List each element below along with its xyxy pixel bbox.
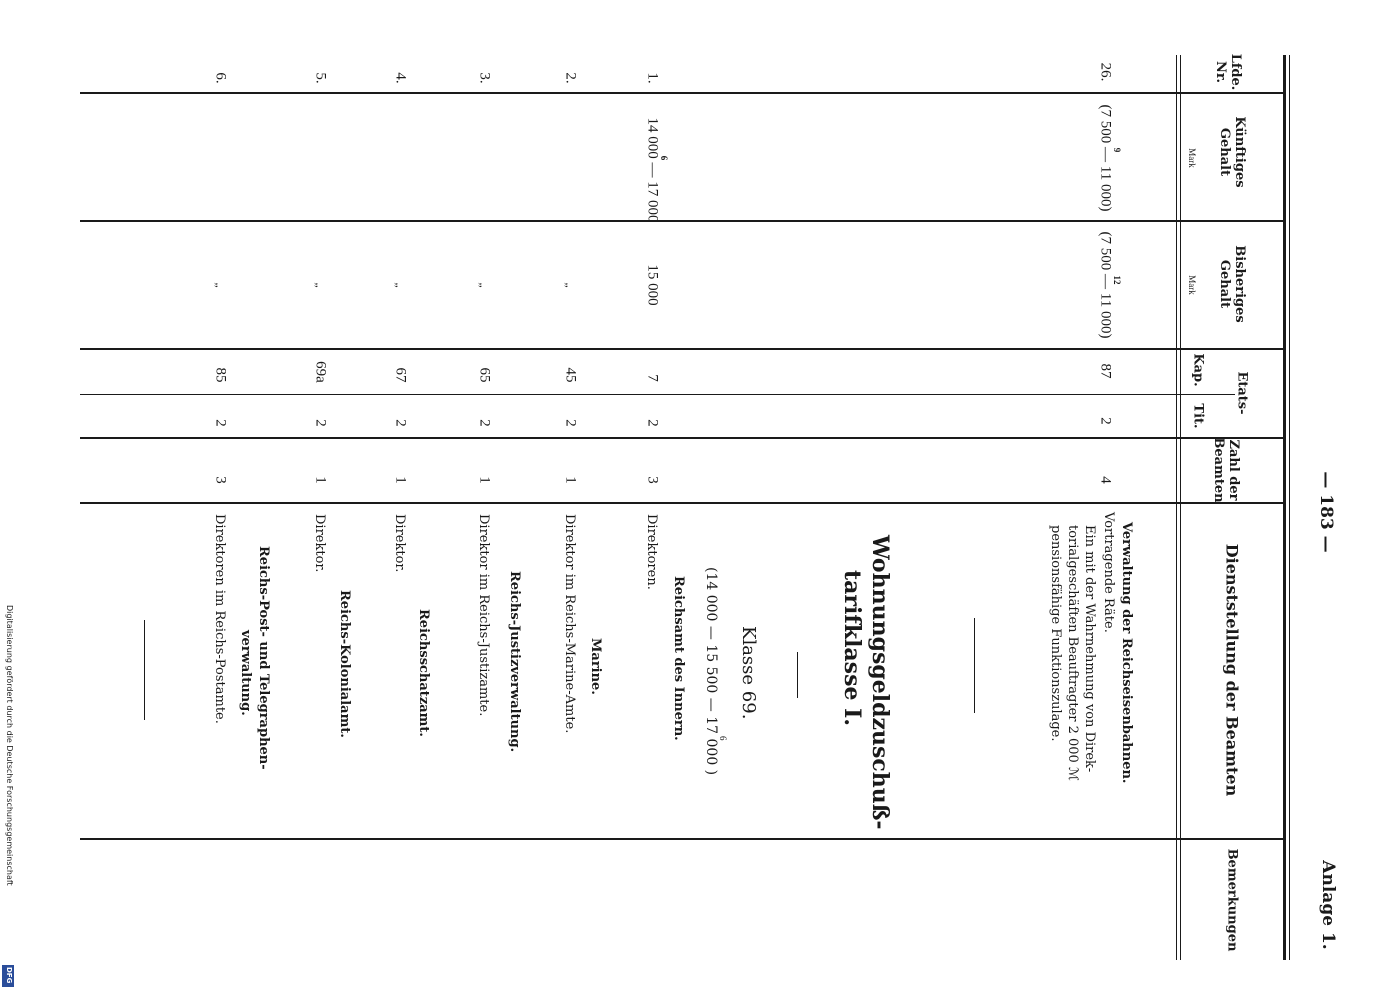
row-4-zahl: 1 bbox=[392, 476, 409, 484]
footer-credit: Digitalisierung gefördert durch die Deutsche Forschungsgemeinschaft bbox=[5, 605, 14, 886]
row-4-bisher: „ bbox=[393, 282, 408, 288]
header-kuenftiges-unit: Mark bbox=[1187, 148, 1197, 168]
row-6-nr: 6. bbox=[212, 72, 229, 84]
row-26-note-3: pensionsfähige Funktionszulage. bbox=[1048, 525, 1063, 742]
col-sep-3 bbox=[80, 348, 1283, 350]
row-6-zahl: 3 bbox=[212, 476, 229, 484]
row-26-heading: Verwaltung der Reichseisenbahnen. bbox=[1119, 522, 1134, 784]
row-1-tit: 2 bbox=[644, 419, 661, 427]
dfg-logo-text: DFG bbox=[5, 967, 13, 984]
row-3-bisher: „ bbox=[477, 282, 492, 288]
closing-rule bbox=[144, 620, 145, 720]
row-3-nr: 3. bbox=[476, 72, 493, 84]
section-range-sup: 6 bbox=[718, 736, 728, 741]
row-5-heading: Reichs-Kolonialamt. bbox=[337, 590, 352, 738]
section-rule bbox=[797, 652, 798, 698]
row-1-nr: 1. bbox=[644, 72, 661, 84]
row-2-kap: 45 bbox=[562, 367, 579, 383]
row-4-kap: 67 bbox=[392, 367, 409, 383]
row-1-heading: Reichsamt des Innern. bbox=[671, 576, 686, 741]
header-kap: Kap. bbox=[1190, 353, 1206, 387]
col-sep-1 bbox=[80, 92, 1283, 94]
header-bottom-rule bbox=[1180, 55, 1181, 960]
row-6-kap: 85 bbox=[212, 367, 229, 383]
row-6-heading-2: verwaltung. bbox=[238, 630, 253, 716]
row-26-bisher-sup: 12 bbox=[1112, 275, 1122, 285]
row-26-text: Vortragende Räte. bbox=[1101, 512, 1116, 633]
row-3-text: Direktor im Reichs-Justizamte. bbox=[476, 514, 491, 717]
row-1-kuenftig-sup: 6 bbox=[659, 155, 669, 161]
row-26-bisher: (7 500 — 11 000) bbox=[1097, 231, 1114, 339]
row-26-note-1: Ein mit der Wahrnehmung von Direk- bbox=[1082, 525, 1097, 773]
annex-label: Anlage 1. bbox=[1318, 860, 1338, 950]
row-4-tit: 2 bbox=[392, 419, 409, 427]
row-5-kap: 69a bbox=[312, 361, 329, 383]
col-sep-2 bbox=[80, 220, 1283, 222]
row-1-bisher: 15 000 bbox=[644, 264, 661, 306]
header-tit: Tit. bbox=[1190, 403, 1206, 429]
col-sep-6 bbox=[80, 838, 1283, 840]
section-klasse: Klasse 69. bbox=[738, 626, 759, 720]
header-etats: Etats- bbox=[1234, 371, 1250, 415]
row-26-kap: 87 bbox=[1097, 363, 1114, 379]
row-1-zahl: 3 bbox=[644, 476, 661, 484]
header-kuenftiges-gehalt: Künftiges Gehalt bbox=[1217, 116, 1247, 188]
row-26-kuenftig-sup: 9 bbox=[1112, 147, 1122, 153]
table-top-border bbox=[1283, 55, 1286, 960]
row-2-bisher: „ bbox=[563, 282, 578, 288]
dfg-logo bbox=[2, 965, 14, 987]
row-3-kap: 65 bbox=[476, 367, 493, 383]
row-2-nr: 2. bbox=[562, 72, 579, 84]
row-5-tit: 2 bbox=[312, 419, 329, 427]
col-sep-5 bbox=[80, 502, 1283, 504]
row-3-tit: 2 bbox=[476, 419, 493, 427]
row-2-text: Direktor im Reichs-Marine-Amte. bbox=[562, 514, 577, 734]
section-title-line-1: Wohnungsgeldzuschuß- bbox=[867, 535, 893, 830]
header-dienststellung: Dienststellung der Beamten bbox=[1222, 543, 1242, 797]
page-number: — 183 — bbox=[1316, 471, 1336, 553]
row-26-zahl: 4 bbox=[1097, 476, 1114, 484]
row-5-bisher: „ bbox=[313, 282, 328, 288]
section-range: (14 000 — 15 500 — 17 000 ) bbox=[703, 567, 719, 776]
row-6-heading: Reichs-Post- und Telegraphen- bbox=[256, 546, 271, 770]
col-sep-etats-inner bbox=[80, 394, 1235, 395]
header-bisheriges-gehalt: Bisheriges Gehalt bbox=[1217, 245, 1247, 323]
row-1-kuenftig: 14 000 — 17 000 bbox=[644, 117, 661, 223]
header-bottom-rule-2 bbox=[1176, 55, 1177, 960]
row-4-text: Direktor. bbox=[392, 514, 407, 573]
section-title-line-2: tarifklasse I. bbox=[839, 570, 865, 727]
header-lfd-nr: Lfde. Nr. bbox=[1213, 53, 1243, 91]
header-bemerkungen: Bemerkungen bbox=[1224, 848, 1240, 952]
row-6-tit: 2 bbox=[212, 419, 229, 427]
row-2-zahl: 1 bbox=[562, 476, 579, 484]
row-2-tit: 2 bbox=[562, 419, 579, 427]
row-2-heading: Marine. bbox=[588, 638, 603, 695]
row-1-kap: 7 bbox=[644, 374, 661, 382]
row-1-text: Direktoren. bbox=[644, 514, 659, 590]
row-5-zahl: 1 bbox=[312, 476, 329, 484]
row-26-nr: 26. bbox=[1097, 62, 1114, 82]
row-6-bisher: „ bbox=[213, 282, 228, 288]
row-5-text: Direktor. bbox=[312, 514, 327, 573]
rule-after-row-26 bbox=[974, 618, 975, 713]
row-26-tit: 2 bbox=[1097, 417, 1114, 425]
row-26-note-2: torialgeschäften Beauftragter 2 000 ℳ bbox=[1065, 525, 1080, 781]
row-5-nr: 5. bbox=[312, 72, 329, 84]
table-top-border-thin bbox=[1289, 55, 1290, 960]
row-4-nr: 4. bbox=[392, 72, 409, 84]
row-3-heading: Reichs-Justizverwaltung. bbox=[507, 571, 522, 753]
header-zahl: Zahl der Beamten bbox=[1211, 437, 1241, 503]
header-bisheriges-unit: Mark bbox=[1187, 275, 1197, 295]
row-6-text: Direktoren im Reichs-Postamte. bbox=[212, 514, 227, 724]
row-26-kuenftig: (7 500 — 11 000) bbox=[1097, 104, 1114, 212]
row-3-zahl: 1 bbox=[476, 476, 493, 484]
row-4-heading: Reichsschatzamt. bbox=[416, 609, 431, 737]
col-sep-4 bbox=[80, 437, 1283, 439]
